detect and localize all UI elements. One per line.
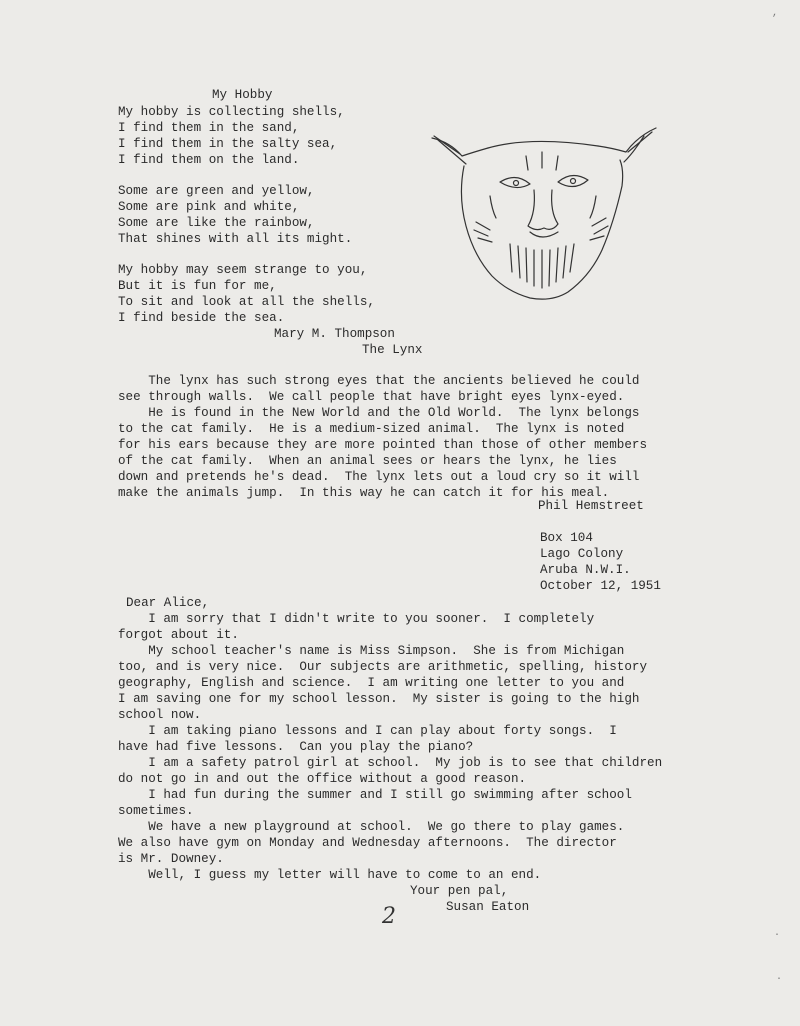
article-title: The Lynx — [362, 343, 423, 357]
letter-line: school now. — [118, 708, 202, 722]
letter-line: We have a new playground at school. We go there to play games. — [118, 820, 625, 834]
article-line: to the cat family. He is a medium-sized animal. The lynx is noted — [118, 422, 625, 436]
letter-line: I am saving one for my school lesson. My sister is going to the high — [118, 692, 640, 706]
poem-line: I find beside the sea. — [118, 311, 285, 325]
letter-line: forgot about it. — [118, 628, 239, 642]
article-line: for his ears because they are more pointed than those of other members — [118, 438, 648, 452]
letter-line: I am sorry that I didn't write to you sooner. I completely — [118, 612, 595, 626]
address-line: Aruba N.W.I. — [540, 563, 631, 577]
article-line: see through walls. We call people that have bright eyes lynx-eyed. — [118, 390, 625, 404]
poem-line: I find them on the land. — [118, 153, 300, 167]
letter-line: I am taking piano lessons and I can play about forty songs. I — [118, 724, 617, 738]
letter-line: too, and is very nice. Our subjects are arithmetic, spelling, history — [118, 660, 648, 674]
poem-line: My hobby is collecting shells, — [118, 105, 345, 119]
scan-speck: . — [774, 928, 781, 939]
poem-line: To sit and look at all the shells, — [118, 295, 375, 309]
letter-line: Well, I guess my letter will have to come to an end. — [118, 868, 542, 882]
poem-author: Mary M. Thompson — [274, 327, 395, 341]
article-line: down and pretends he's dead. The lynx lets out a loud cry so it will — [118, 470, 640, 484]
letter-line: do not go in and out the office without a good reason. — [118, 772, 527, 786]
poem-line: Some are pink and white, — [118, 200, 300, 214]
letter-date: October 12, 1951 — [540, 579, 661, 593]
article-author: Phil Hemstreet — [538, 499, 644, 513]
letter-line: We also have gym on Monday and Wednesday afternoons. The director — [118, 836, 617, 850]
letter-salutation: Dear Alice, — [126, 596, 210, 610]
poem-line: My hobby may seem strange to you, — [118, 263, 368, 277]
scan-speck: . — [776, 972, 783, 983]
letter-line: have had five lessons. Can you play the piano? — [118, 740, 474, 754]
letter-line: geography, English and science. I am writing one letter to you and — [118, 676, 625, 690]
letter-closing: Your pen pal, — [410, 884, 509, 898]
letter-line: I had fun during the summer and I still go swimming after school — [118, 788, 632, 802]
scan-speck: , — [772, 8, 779, 19]
poem-line: Some are like the rainbow, — [118, 216, 315, 230]
article-line: of the cat family. When an animal sees or hears the lynx, he lies — [118, 454, 617, 468]
lynx-head-sketch-icon — [430, 126, 658, 326]
letter-line: sometimes. — [118, 804, 194, 818]
poem-line: I find them in the salty sea, — [118, 137, 338, 151]
address-line: Lago Colony — [540, 547, 624, 561]
letter-signature: Susan Eaton — [446, 900, 530, 914]
letter-line: is Mr. Downey. — [118, 852, 224, 866]
letter-line: I am a safety patrol girl at school. My job is to see that children — [118, 756, 663, 770]
article-line: The lynx has such strong eyes that the ancients believed he could — [118, 374, 640, 388]
page-number: 2 — [382, 904, 396, 929]
poem-line: Some are green and yellow, — [118, 184, 315, 198]
address-line: Box 104 — [540, 531, 593, 545]
letter-line: My school teacher's name is Miss Simpson. She is from Michigan — [118, 644, 625, 658]
article-line: make the animals jump. In this way he can catch it for his meal. — [118, 486, 610, 500]
poem-line: I find them in the sand, — [118, 121, 300, 135]
poem-line: But it is fun for me, — [118, 279, 277, 293]
article-line: He is found in the New World and the Old World. The lynx belongs — [118, 406, 640, 420]
poem-line: That shines with all its might. — [118, 232, 353, 246]
poem-title: My Hobby — [212, 88, 273, 102]
